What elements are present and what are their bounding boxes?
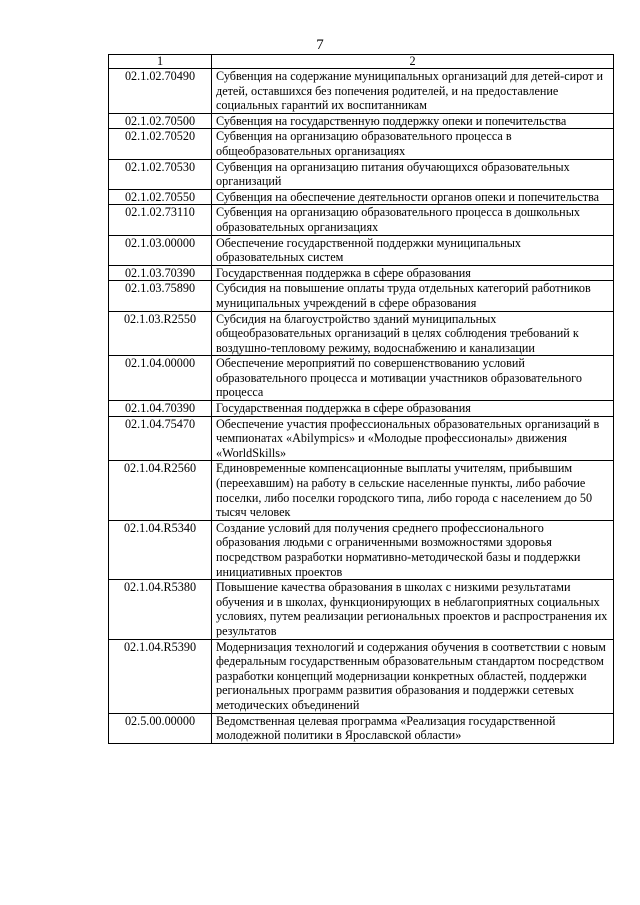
row-name: Субвенция на содержание муниципальных организаций для детей-сирот и детей, оставшихся без попечения родителей, и на предоставление социальных гарантий их воспитанникам (212, 69, 614, 114)
table-row (109, 129, 614, 159)
table-row (109, 639, 614, 713)
row-code: 02.1.03.75890 (109, 281, 212, 311)
row-name: Ведомственная целевая программа «Реализация государственной молодежной политики в Ярославской области» (212, 713, 614, 743)
row-name: Государственная поддержка в сфере образования (212, 401, 614, 417)
row-name: Единовременные компенсационные выплаты учителям, прибывшим (переехавшим) на работу в сельские населенные пункты, либо рабочие поселки, либо поселки городского типа, либо города с населением до 50 тысяч человек (212, 461, 614, 520)
row-name: Модернизация технологий и содержания обучения в соответствии с новым федеральным государственным образовательным стандартом посредством разработки концепций модернизации конкретных областей, поддержки региональных программ развития образования и поддержки сетевых методических объединений (212, 639, 614, 713)
table-row (109, 113, 614, 129)
table-row (109, 401, 614, 417)
row-code: 02.1.04.75470 (109, 416, 212, 461)
table-row (109, 265, 614, 281)
table-row (109, 159, 614, 189)
classification-table (108, 54, 614, 744)
row-name: Субвенция на государственную поддержку опеки и попечительства (212, 113, 614, 129)
table-row (109, 69, 614, 114)
row-name: Субвенция на обеспечение деятельности органов опеки и попечительства (212, 189, 614, 205)
page-number: 7 (316, 37, 324, 53)
table-row (109, 189, 614, 205)
row-code: 02.1.02.70500 (109, 113, 212, 129)
row-code: 02.1.03.70390 (109, 265, 212, 281)
row-name: Субсидия на благоустройство зданий муниципальных общеобразовательных организаций в целях соблюдения требований к воздушно-тепловому режиму, водоснабжению и канализации (212, 311, 614, 356)
row-code: 02.1.02.70550 (109, 189, 212, 205)
row-code: 02.1.04.R5380 (109, 580, 212, 639)
table-row (109, 580, 614, 639)
row-name: Государственная поддержка в сфере образования (212, 265, 614, 281)
column-header-code: 1 (109, 55, 212, 69)
table-row (109, 356, 614, 401)
row-name: Создание условий для получения среднего профессионального образования людьми с ограниченными возможностями здоровья посредством разработки нормативно-методической базы и поддержки инициативных проектов (212, 520, 614, 579)
row-code: 02.1.02.70520 (109, 129, 212, 159)
row-name: Обеспечение мероприятий по совершенствованию условий образовательного процесса и мотивации участников образовательного процесса (212, 356, 614, 401)
row-code: 02.1.02.73110 (109, 205, 212, 235)
row-name: Обеспечение государственной поддержки муниципальных образовательных систем (212, 235, 614, 265)
table-row (109, 713, 614, 743)
row-code: 02.1.02.70490 (109, 69, 212, 114)
column-header-name: 2 (212, 55, 614, 69)
row-code: 02.1.03.00000 (109, 235, 212, 265)
table-row (109, 235, 614, 265)
table-row (109, 311, 614, 356)
table-row (109, 205, 614, 235)
table-header-row (109, 55, 614, 69)
table-row (109, 461, 614, 520)
row-name: Повышение качества образования в школах с низкими результатами обучения и в школах, функционирующих в неблагоприятных социальных условиях, путем реализации региональных проектов и распространения их результатов (212, 580, 614, 639)
row-name: Субвенция на организацию образовательного процесса в общеобразовательных организациях (212, 129, 614, 159)
row-name: Субсидия на повышение оплаты труда отдельных категорий работников муниципальных учреждений в сфере образования (212, 281, 614, 311)
row-code: 02.1.04.R2560 (109, 461, 212, 520)
table-row (109, 281, 614, 311)
table-row (109, 520, 614, 579)
row-code: 02.1.02.70530 (109, 159, 212, 189)
table-row (109, 416, 614, 461)
row-name: Субвенция на организацию образовательного процесса в дошкольных образовательных организациях (212, 205, 614, 235)
row-code: 02.1.04.R5390 (109, 639, 212, 713)
row-code: 02.1.03.R2550 (109, 311, 212, 356)
row-code: 02.5.00.00000 (109, 713, 212, 743)
row-code: 02.1.04.70390 (109, 401, 212, 417)
row-name: Субвенция на организацию питания обучающихся образовательных организаций (212, 159, 614, 189)
row-code: 02.1.04.R5340 (109, 520, 212, 579)
row-code: 02.1.04.00000 (109, 356, 212, 401)
row-name: Обеспечение участия профессиональных образовательных организаций в чемпионатах «Abilympics» и «Молодые профессионалы» движения «WorldSkills» (212, 416, 614, 461)
